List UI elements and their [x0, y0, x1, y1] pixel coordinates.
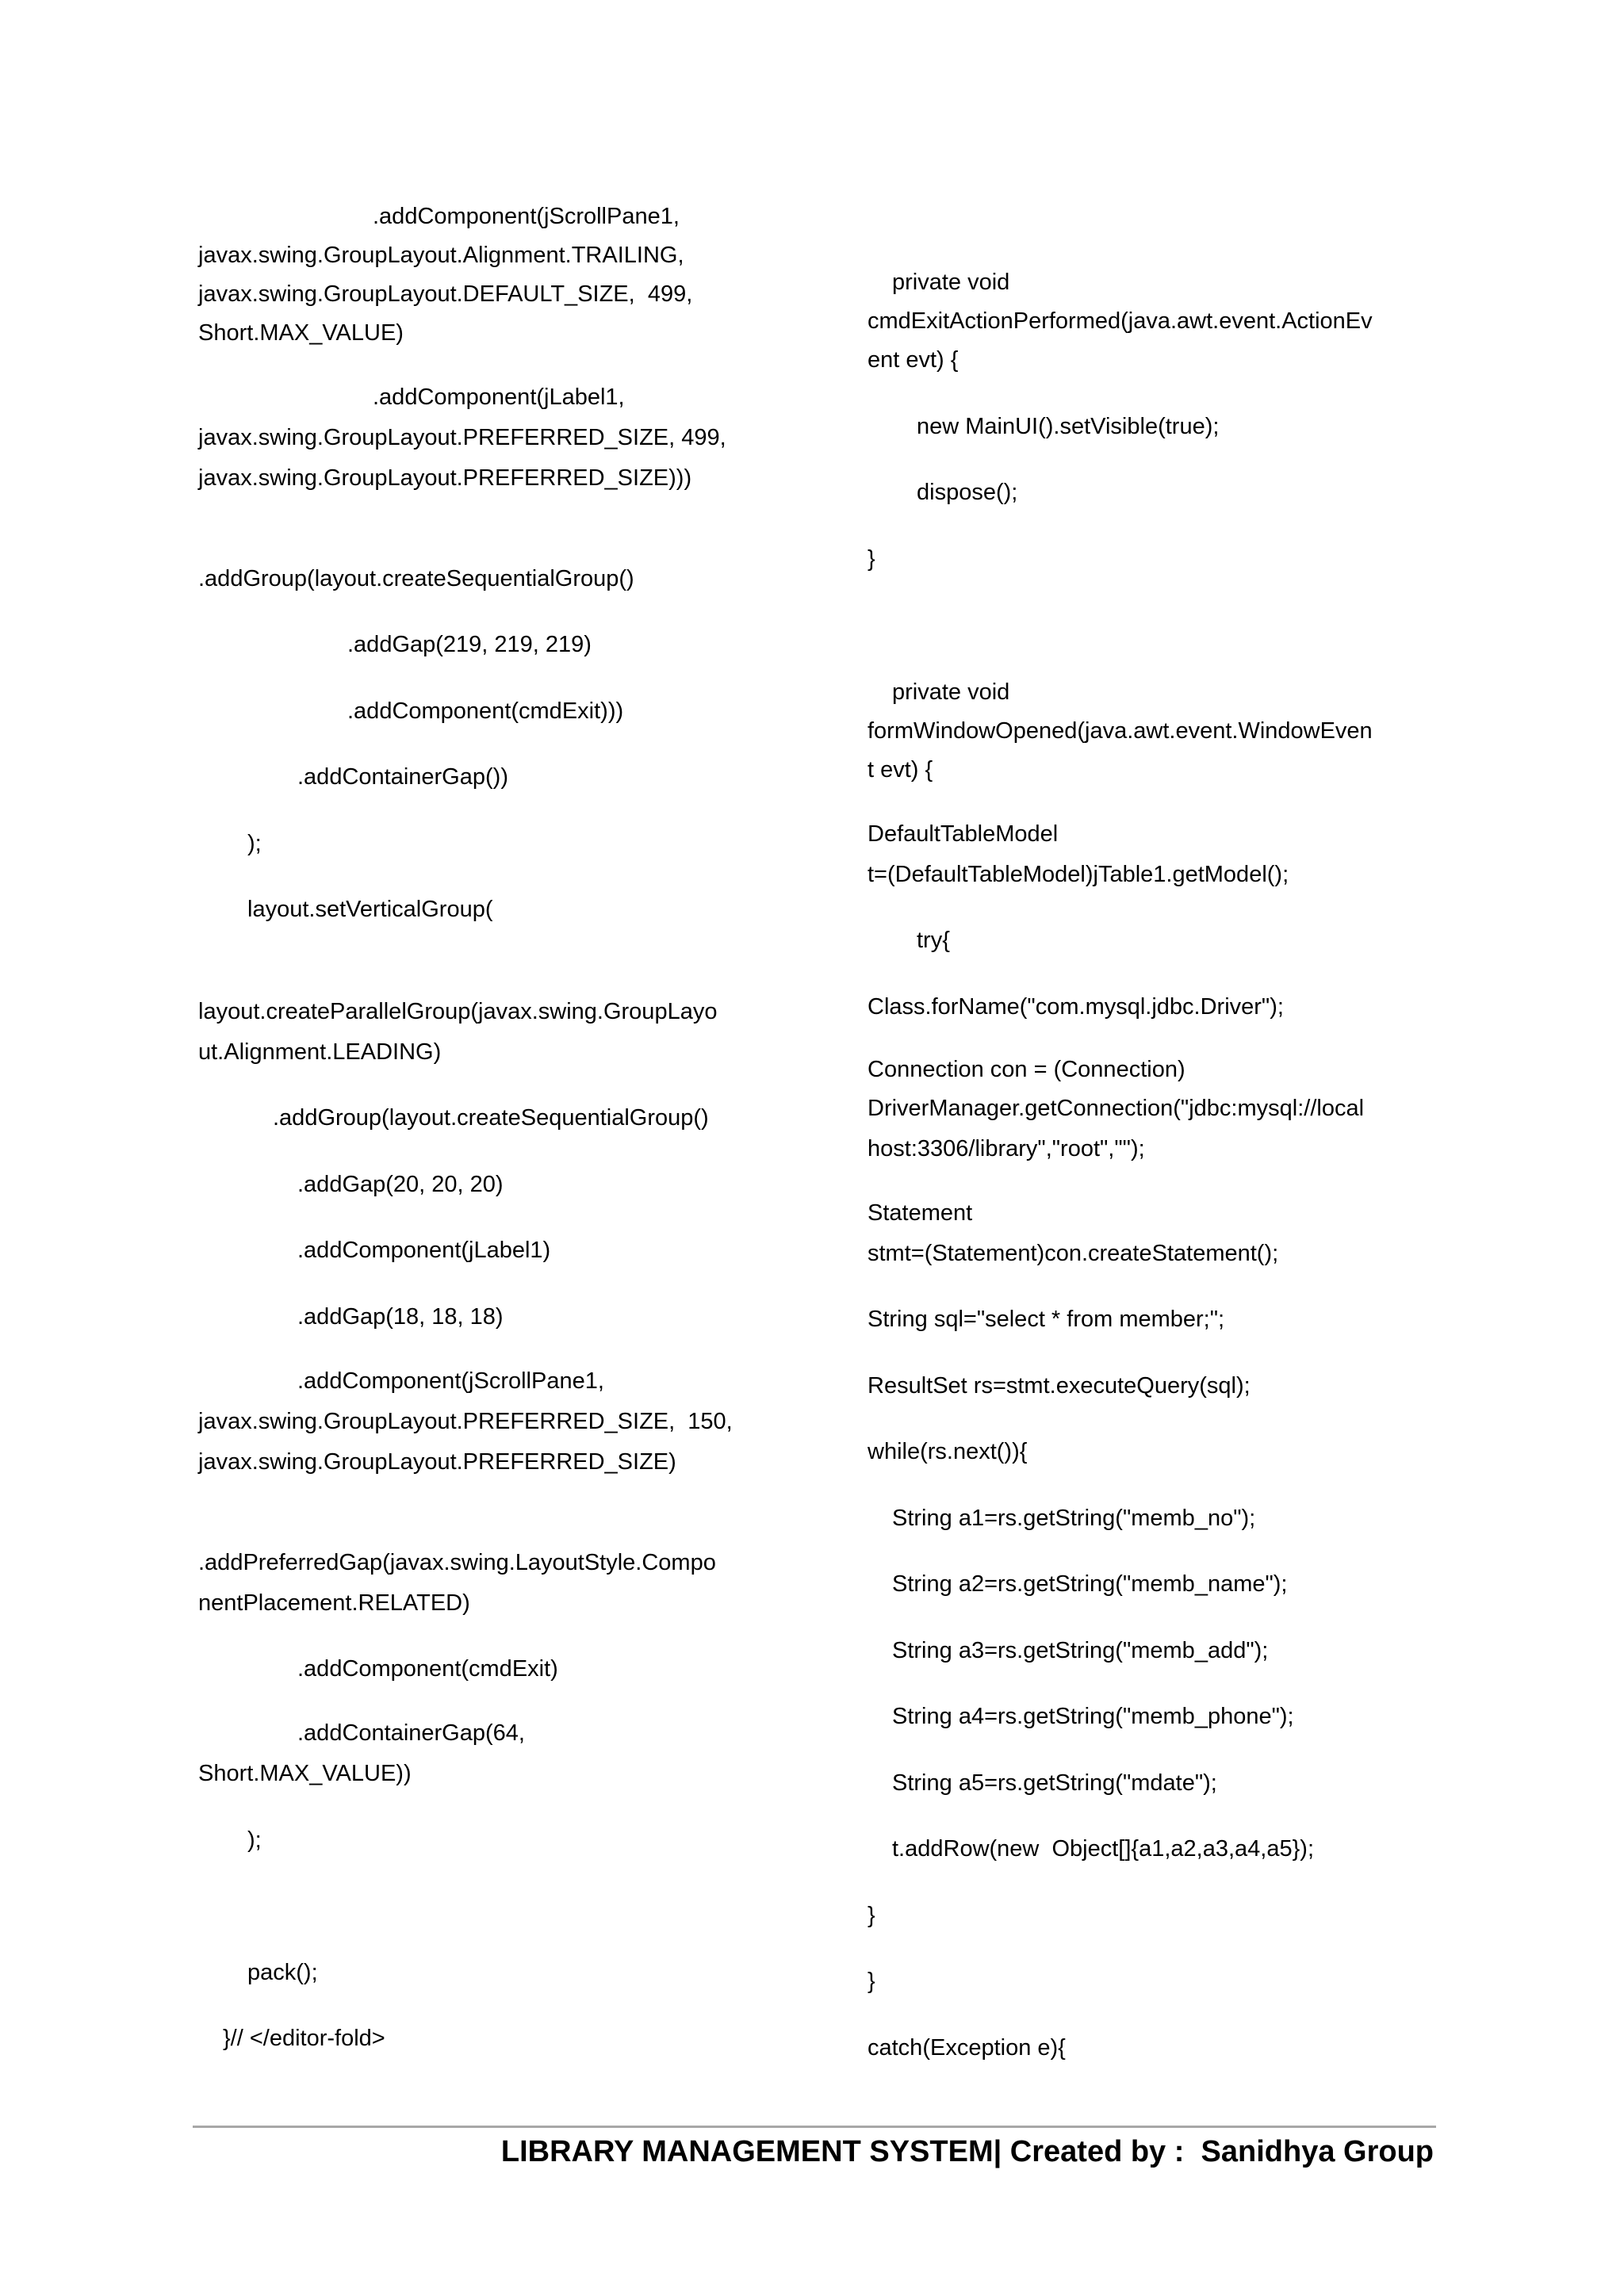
- code-line: t.addRow(new Object[]{a1,a2,a3,a4,a5});: [892, 1836, 1315, 1862]
- code-line: private void: [892, 679, 1010, 705]
- code-line: }: [868, 546, 875, 572]
- code-line: );: [247, 831, 262, 856]
- code-line: .addContainerGap()): [297, 764, 508, 790]
- code-line: .addComponent(cmdExit): [297, 1656, 558, 1682]
- code-line: DriverManager.getConnection("jdbc:mysql://local: [868, 1096, 1365, 1121]
- footer-divider: [193, 2126, 1436, 2128]
- code-line: pack();: [247, 1960, 318, 1985]
- code-line: javax.swing.GroupLayout.PREFERRED_SIZE): [198, 1449, 676, 1475]
- code-line: private void: [892, 270, 1010, 295]
- code-line: Connection con = (Connection): [868, 1057, 1185, 1082]
- code-line: Statement: [868, 1200, 973, 1226]
- code-line: .addComponent(cmdExit))): [347, 698, 624, 724]
- code-line: formWindowOpened(java.awt.event.WindowEven: [868, 718, 1373, 744]
- code-line: String sql="select * from member;";: [868, 1307, 1225, 1332]
- code-line: }: [868, 1969, 875, 1994]
- code-line: .addComponent(jScrollPane1,: [297, 1368, 604, 1394]
- code-line: Class.forName("com.mysql.jdbc.Driver");: [868, 994, 1284, 1020]
- code-line: while(rs.next()){: [868, 1439, 1028, 1464]
- code-line: ut.Alignment.LEADING): [198, 1039, 442, 1065]
- code-line: Short.MAX_VALUE)): [198, 1761, 412, 1786]
- code-line: javax.swing.GroupLayout.DEFAULT_SIZE, 499,: [198, 281, 693, 307]
- code-line: );: [247, 1827, 262, 1853]
- code-line: .addComponent(jScrollPane1,: [373, 204, 680, 229]
- code-line: javax.swing.GroupLayout.Alignment.TRAILING,: [198, 243, 684, 268]
- code-line: nentPlacement.RELATED): [198, 1590, 470, 1616]
- code-line: cmdExitActionPerformed(java.awt.event.ActionEv: [868, 308, 1373, 334]
- code-line: new MainUI().setVisible(true);: [917, 414, 1220, 439]
- code-line: .addContainerGap(64,: [297, 1720, 525, 1746]
- code-line: String a3=rs.getString("memb_add");: [892, 1638, 1269, 1663]
- code-line: host:3306/library","root","");: [868, 1136, 1145, 1161]
- code-line: catch(Exception e){: [868, 2035, 1066, 2061]
- code-line: layout.setVerticalGroup(: [247, 897, 493, 922]
- code-line: ResultSet rs=stmt.executeQuery(sql);: [868, 1373, 1251, 1399]
- code-line: .addGap(18, 18, 18): [297, 1304, 504, 1330]
- code-line: .addGroup(layout.createSequentialGroup(): [198, 566, 634, 591]
- code-line: .addComponent(jLabel1,: [373, 385, 625, 410]
- code-line: dispose();: [917, 480, 1018, 505]
- code-line: .addGroup(layout.createSequentialGroup(): [273, 1105, 709, 1131]
- page-footer: LIBRARY MANAGEMENT SYSTEM| Created by : Sanidhya Group: [500, 2135, 1434, 2168]
- code-line: ent evt) {: [868, 347, 959, 373]
- code-line: String a1=rs.getString("memb_no");: [892, 1506, 1256, 1531]
- code-line: String a4=rs.getString("memb_phone");: [892, 1704, 1294, 1729]
- code-line: .addGap(20, 20, 20): [297, 1172, 504, 1197]
- code-line: stmt=(Statement)con.createStatement();: [868, 1241, 1279, 1266]
- code-line: .addComponent(jLabel1): [297, 1238, 551, 1263]
- code-line: try{: [917, 928, 950, 953]
- code-line: String a2=rs.getString("memb_name");: [892, 1571, 1288, 1597]
- code-line: }: [868, 1903, 875, 1928]
- code-line: t=(DefaultTableModel)jTable1.getModel();: [868, 862, 1289, 887]
- code-line: t evt) {: [868, 757, 933, 783]
- code-line: layout.createParallelGroup(javax.swing.GroupLayo: [198, 999, 718, 1024]
- code-line: javax.swing.GroupLayout.PREFERRED_SIZE))): [198, 465, 692, 491]
- code-line: String a5=rs.getString("mdate");: [892, 1770, 1217, 1796]
- code-line: javax.swing.GroupLayout.PREFERRED_SIZE, 150,: [198, 1409, 733, 1434]
- code-line: Short.MAX_VALUE): [198, 320, 404, 346]
- code-line: .addGap(219, 219, 219): [347, 632, 592, 657]
- code-line: javax.swing.GroupLayout.PREFERRED_SIZE, 499,: [198, 425, 726, 450]
- code-line: .addPreferredGap(javax.swing.LayoutStyle.Compo: [198, 1550, 716, 1575]
- code-line: DefaultTableModel: [868, 821, 1059, 847]
- code-line: }// </editor-fold>: [223, 2026, 385, 2051]
